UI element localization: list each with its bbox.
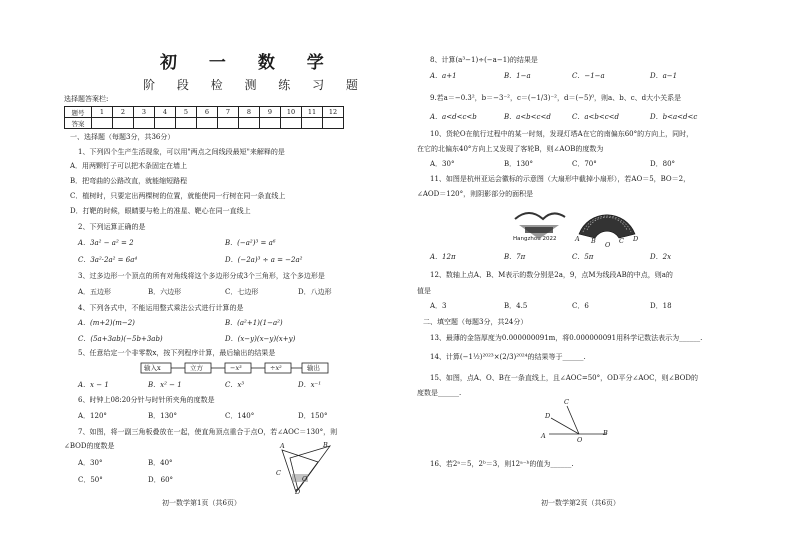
q7-option-a: A．30° (78, 459, 103, 467)
q15-label-o: O (577, 436, 583, 444)
page-1-footer: 初一数学第1页（共6页） (162, 499, 241, 507)
exam-subtitle: 阶 段 检 测 练 习 题 (143, 78, 367, 92)
answer-cell[interactable] (134, 118, 155, 129)
q3-option-c: C．七边形 (225, 288, 259, 296)
q5-flow-minus: −x³ (230, 364, 242, 372)
q12-stem: 12、数轴上点A、B、M表示的数分别是2a，9，点M为线段AB的中点，则a的 (430, 271, 673, 279)
q6-option-a: A．120° (78, 412, 107, 420)
q4-option-b: B．(a²+1)(1−a²) (225, 319, 283, 327)
answer-table-number: 8 (239, 107, 260, 118)
q5-flow-output: 输出 (307, 364, 320, 372)
q5-flow-divide: ÷x² (270, 364, 282, 372)
answer-cell[interactable] (218, 118, 239, 129)
answer-table-number: 1 (92, 107, 113, 118)
q11-option-b: B．7π (504, 253, 526, 261)
q7-option-c: C．50° (78, 476, 103, 484)
exam-title: 初 一 数 学 (160, 53, 337, 73)
q5-option-d: D．x⁻¹ (298, 381, 322, 389)
q8-option-c: C．−1−a (572, 72, 605, 80)
q2-option-b: B．(−a²)³ = a⁶ (225, 239, 276, 247)
q6-stem: 6、时钟上08:20分针与时针所夹角的度数是 (78, 396, 215, 404)
q5-option-c: C．x³ (225, 381, 245, 389)
q15-label-b: B (603, 429, 608, 437)
q4-stem: 4、下列各式中，不能运用整式乘法公式进行计算的是 (78, 304, 244, 312)
q7-label-b: B (323, 441, 328, 449)
q8-option-b: B．1−a (504, 72, 531, 80)
q12-option-c: C．6 (572, 302, 589, 310)
answer-table-header-number: 题号 (65, 107, 92, 118)
q6-option-c: C．140° (225, 412, 255, 420)
q6-option-b: B．130° (148, 412, 178, 420)
q7-label-o: O (302, 475, 308, 483)
page-2-footer: 初一数学第2页（共6页） (541, 499, 620, 507)
q5-stem: 5、任意给定一个非零数x，按下列程序计算，最后输出的结果是 (78, 349, 276, 357)
answer-table (64, 106, 344, 129)
q11-label-c: C (619, 237, 624, 245)
q10-option-c: C．70° (572, 160, 597, 168)
answer-table-number: 6 (197, 107, 218, 118)
q4-option-d: D．(x−y)(x−y)(x+y) (225, 335, 296, 343)
q12-stem-cont: 值是 (417, 287, 431, 295)
q2-option-d: D．(−2a)³ ÷ a = −2a² (225, 256, 303, 264)
q1-option-d: D．打靶的时候，眼睛要与枪上的准星、靶心在同一直线上 (70, 207, 251, 215)
q11-label-b: B (591, 237, 596, 245)
q12-option-d: D．18 (650, 302, 672, 310)
q9-option-c: C．a<b<c<d (572, 113, 620, 121)
q15-stem: 15、如图，点A、O、B在一条直线上，且∠AOC=50°，OD平分∠AOC，则∠BOD的 (430, 374, 698, 382)
q10-option-a: A．30° (430, 160, 455, 168)
q8-stem: 8、计算(a³−1)÷(−a−1)的结果是 (430, 56, 538, 64)
answer-cell[interactable] (302, 118, 323, 129)
q6-option-d: D．150° (298, 412, 328, 420)
q3-stem: 3、过多边形一个顶点的所有对角线将这个多边形分成3个三角形，这个多边形是 (78, 272, 325, 280)
answer-cell[interactable] (155, 118, 176, 129)
answer-table-number: 5 (176, 107, 197, 118)
answer-area-label: 选择题答案栏: (64, 95, 109, 103)
answer-cell[interactable] (176, 118, 197, 129)
q11-option-a: A．12π (430, 253, 456, 261)
answer-cell[interactable] (239, 118, 260, 129)
q13-stem: 13、最薄的金箔厚度为0.000000091m，将0.000000091用科学记数法表示为______. (430, 334, 703, 342)
q2-option-a: A．3a² − a² = 2 (78, 239, 134, 247)
q15-label-a: A (541, 432, 546, 440)
answer-table-number: 4 (155, 107, 176, 118)
q8-option-d: D．a−1 (650, 72, 678, 80)
answer-cell[interactable] (197, 118, 218, 129)
q1-option-b: B．把弯曲的公路改直，就能缩短路程 (70, 177, 188, 185)
q8-option-a: A．a+1 (430, 72, 457, 80)
q11-label-a: A (575, 235, 580, 243)
q7-label-a: A (280, 442, 285, 450)
answer-cell[interactable] (323, 118, 344, 129)
answer-table-number: 3 (134, 107, 155, 118)
answer-table-number: 7 (218, 107, 239, 118)
q2-stem: 2、下列运算正确的是 (78, 223, 146, 231)
answer-table-number: 2 (113, 107, 134, 118)
q7-stem-cont: ∠BOD的度数是 (64, 442, 115, 450)
q11-logo-caption: Hangzhou 2022 (513, 236, 557, 242)
q11-label-d: D (633, 235, 639, 243)
q11-option-c: C．5π (572, 253, 594, 261)
answer-cell[interactable] (113, 118, 134, 129)
q7-label-d: D (295, 488, 301, 496)
q3-option-b: B．六边形 (148, 288, 182, 296)
q15-label-c: C (564, 398, 569, 406)
section-choice-heading: 一、选择题（每题3分，共36分） (70, 133, 175, 141)
q3-option-d: D．八边形 (298, 288, 332, 296)
q5-option-a: A．x − 1 (78, 381, 109, 389)
answer-table-number: 9 (260, 107, 281, 118)
q11-label-o: O (605, 241, 611, 249)
q10-option-d: D．80° (650, 160, 676, 168)
q16-stem: 16、若2ᵃ＝5，2ᵇ＝3，则12ᵃ⁻ᵇ的值为______. (430, 460, 574, 468)
q9-option-b: B．a<b<c<d (504, 113, 551, 121)
section-fill-heading: 二、填空题（每题3分，共24分） (423, 318, 528, 326)
q1-option-a: A．用两颗钉子可以把木条固定在墙上 (70, 162, 188, 170)
answer-table-number: 10 (281, 107, 302, 118)
q7-option-d: D．60° (148, 476, 174, 484)
answer-table-header-answer: 答案 (65, 118, 92, 129)
q12-option-a: A．3 (430, 302, 447, 310)
q11-stem-cont: ∠AOD＝120°，则阴影部分的面积是 (417, 190, 534, 198)
q7-stem: 7、如图，将一副三角板叠放在一起，使直角顶点重合于点O，若∠AOC＝130°，则 (78, 428, 338, 436)
answer-cell[interactable] (260, 118, 281, 129)
q9-option-d: D．b<a<d<c (650, 113, 698, 121)
answer-cell[interactable] (92, 118, 113, 129)
q15-stem-cont: 度数是______. (417, 389, 462, 397)
q5-option-b: B．x² − 1 (148, 381, 182, 389)
answer-table-number: 11 (302, 107, 323, 118)
q15-label-d: D (545, 412, 551, 420)
answer-table-number: 12 (323, 107, 344, 118)
q7-label-c: C (276, 469, 281, 477)
q2-option-c: C．3a²·2a² = 6a⁴ (78, 256, 138, 264)
answer-cell[interactable] (281, 118, 302, 129)
q1-stem: 1、下列四个生产生活现象，可以用"两点之间线段最短"来解释的是 (78, 148, 285, 156)
q7-option-b: B．40° (148, 459, 173, 467)
q12-option-b: B．4.5 (504, 302, 528, 310)
q5-flow-input: 输入x (144, 364, 161, 372)
q1-option-c: C．植树时，只要定出两棵树的位置，就能使同一行树在同一条直线上 (70, 192, 286, 200)
q10-stem: 10、货轮O在航行过程中的某一时刻，发现灯塔A在它的南偏东60°的方向上，同时， (430, 130, 694, 138)
q11-option-d: D．2x (650, 253, 672, 261)
q3-option-a: A．五边形 (78, 288, 112, 296)
q9-option-a: A．a<d<c<b (430, 113, 477, 121)
q9-stem: 9.若a＝−0.3²，b＝−3⁻²，c＝(−1/3)⁻²，d＝(−5)⁰，则a、b、c、d大小关系是 (430, 94, 682, 102)
q4-option-a: A．(m+2)(m−2) (78, 319, 135, 327)
q10-stem-cont: 在它的北偏东40°方向上又发现了客轮B，则∠AOB的度数为 (417, 145, 604, 153)
page-2 (397, 0, 794, 543)
q4-option-c: C．(5a+3ab)(−5b+3ab) (78, 335, 163, 343)
q10-option-b: B．130° (504, 160, 534, 168)
q11-stem: 11、如图是杭州亚运会徽标的示意图（大扇形中截掉小扇形），若AO＝5，BO＝2， (430, 175, 691, 183)
q14-stem: 14、计算(−1½)²⁰²³×(2/3)²⁰²⁴的结果等于______. (430, 353, 586, 361)
q5-flow-cube: 立方 (190, 364, 203, 372)
